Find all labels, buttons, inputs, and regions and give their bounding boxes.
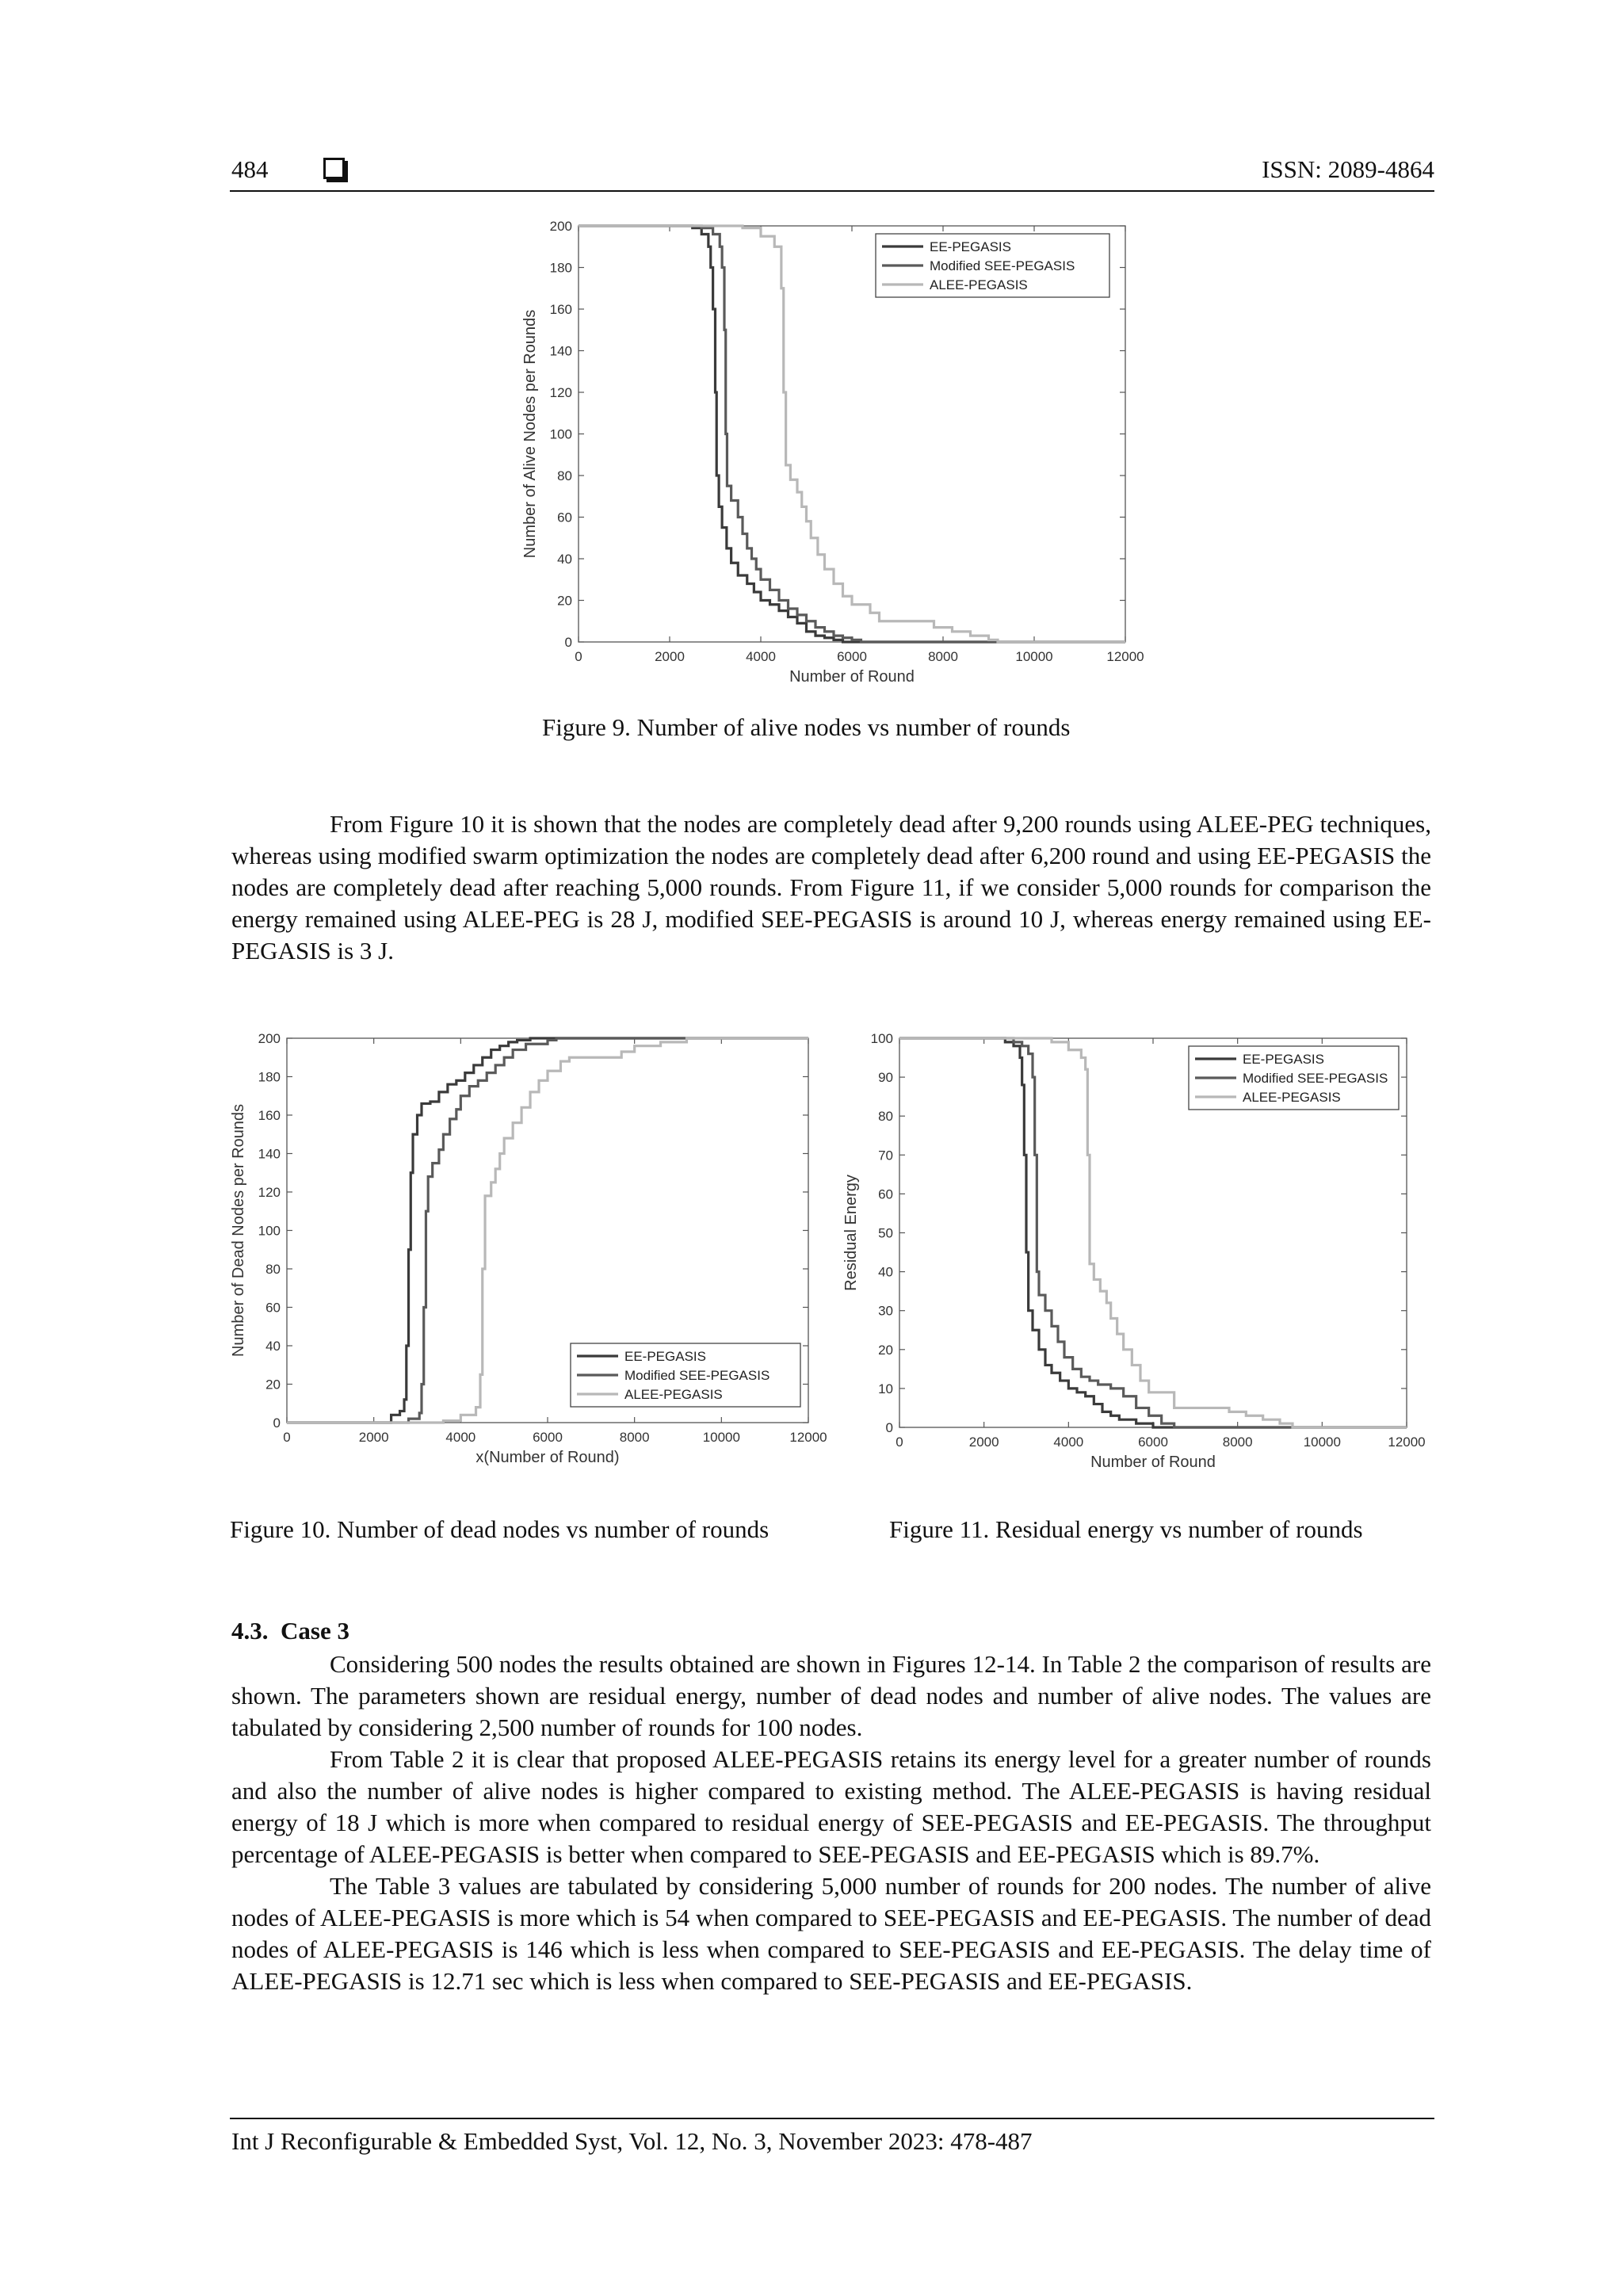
x-axis-label: Number of Round xyxy=(789,668,915,686)
paragraph-4: The Table 3 values are tabulated by considering 5,000 number of rounds for 200 nodes. The number of alive nodes of ALEE-PEGASIS is more which is 54 when compared to SEE-PEGASIS and EE-PEGASIS. The number of dead nodes of ALEE-PEGASIS is 146 which is less when compared to SEE-PEGASIS and EE-PEGASIS. The delay time of ALEE-PEGASIS is 12.71 sec which is less when compared to SEE-PEGASIS and EE-PEGASIS. xyxy=(231,1872,1431,1995)
y-tick-label: 0 xyxy=(885,1420,893,1435)
x-tick-label: 4000 xyxy=(445,1430,476,1445)
y-tick-label: 60 xyxy=(265,1300,281,1316)
issn: ISSN: 2089-4864 xyxy=(1262,155,1434,183)
x-tick-label: 8000 xyxy=(619,1430,650,1445)
figure-10-caption: Figure 10. Number of dead nodes vs number of rounds xyxy=(230,1515,769,1543)
paragraph-1 xyxy=(231,808,1431,967)
x-tick-label: 12000 xyxy=(1106,649,1144,664)
section-body xyxy=(231,1648,1431,1997)
x-tick-label: 8000 xyxy=(1222,1435,1253,1450)
legend-label: ALEE-PEGASIS xyxy=(930,277,1028,292)
x-tick-label: 4000 xyxy=(746,649,776,664)
legend-label: ALEE-PEGASIS xyxy=(1243,1090,1341,1105)
y-tick-label: 40 xyxy=(265,1339,281,1354)
x-tick-label: 10000 xyxy=(1303,1435,1341,1450)
x-tick-label: 12000 xyxy=(1388,1435,1426,1450)
legend-label: ALEE-PEGASIS xyxy=(624,1387,723,1402)
paragraph-1-text: From Figure 10 it is shown that the nodes are completely dead after 9,200 rounds using ALEE-PEG techniques, whereas using modified swarm optimization the nodes are completely dead after 6,200 round and using EE-PEGASIS the nodes are completely dead after reaching 5,000 rounds. From Figure 11, if we consider 5,000 rounds for comparison the energy remained using ALEE-PEG is 28 J, modified SEE-PEGASIS is around 10 J, whereas energy remained using EE-PEGASIS is 3 J. xyxy=(231,810,1431,965)
y-tick-label: 160 xyxy=(258,1108,281,1123)
y-tick-label: 60 xyxy=(878,1186,893,1202)
legend-label: EE-PEGASIS xyxy=(1243,1052,1324,1067)
y-tick-label: 10 xyxy=(878,1381,893,1396)
x-tick-label: 2000 xyxy=(968,1435,999,1450)
y-tick-label: 50 xyxy=(878,1225,893,1241)
y-tick-label: 60 xyxy=(557,510,572,525)
y-tick-label: 180 xyxy=(258,1069,281,1085)
y-tick-label: 140 xyxy=(258,1146,281,1162)
y-tick-label: 20 xyxy=(557,593,572,609)
legend-label: Modified SEE-PEGASIS xyxy=(930,258,1075,273)
x-tick-label: 12000 xyxy=(789,1430,827,1445)
figure-11-chart xyxy=(842,1026,1426,1486)
x-tick-label: 0 xyxy=(896,1435,903,1450)
y-axis-label: Number of Alive Nodes per Rounds xyxy=(521,309,539,559)
y-tick-label: 180 xyxy=(549,260,572,276)
y-tick-label: 30 xyxy=(878,1303,893,1319)
x-tick-label: 8000 xyxy=(928,649,958,664)
figure-9-caption: Figure 9. Number of alive nodes vs number of rounds xyxy=(542,713,1071,741)
y-tick-label: 20 xyxy=(878,1342,893,1358)
paragraph-2: Considering 500 nodes the results obtained are shown in Figures 12-14. In Table 2 the comparison of results are shown. The parameters shown are residual energy, number of dead nodes and number of alive nodes. The values are tabulated by considering 2,500 number of rounds for 100 nodes. xyxy=(231,1650,1431,1741)
y-tick-label: 120 xyxy=(258,1185,281,1200)
y-axis-label: Number of Dead Nodes per Rounds xyxy=(230,1103,247,1358)
y-tick-label: 160 xyxy=(549,302,572,317)
paragraph-3: From Table 2 it is clear that proposed ALEE-PEGASIS retains its energy level for a greater number of rounds and also the number of alive nodes is higher compared to existing method. The ALEE-PEGASIS is having residual energy of 18 J which is more when compared to residual energy of SEE-PEGASIS and EE-PEGASIS. The throughput percentage of ALEE-PEGASIS is better when compared to SEE-PEGASIS and EE-PEGASIS which is 89.7%. xyxy=(231,1745,1431,1868)
x-tick-label: 10000 xyxy=(702,1430,740,1445)
x-tick-label: 6000 xyxy=(533,1430,563,1445)
x-tick-label: 6000 xyxy=(837,649,867,664)
y-tick-label: 80 xyxy=(265,1262,281,1277)
y-axis-label: Residual Energy xyxy=(842,1175,860,1291)
section-heading: 4.3. Case 3 xyxy=(231,1617,349,1645)
y-tick-label: 80 xyxy=(878,1109,893,1125)
x-axis-label: x(Number of Round) xyxy=(475,1449,620,1466)
legend-label: Modified SEE-PEGASIS xyxy=(624,1368,770,1383)
x-tick-label: 2000 xyxy=(655,649,685,664)
header-rule xyxy=(230,190,1434,192)
footer-rule xyxy=(230,2118,1434,2119)
footer-text: Int J Reconfigurable & Embedded Syst, Vol. 12, No. 3, November 2023: 478-487 xyxy=(231,2127,1033,2155)
y-tick-label: 20 xyxy=(265,1377,281,1392)
y-tick-label: 100 xyxy=(549,426,572,442)
figure-10-chart xyxy=(222,1026,827,1486)
legend-label: EE-PEGASIS xyxy=(930,239,1011,254)
y-tick-label: 70 xyxy=(878,1148,893,1163)
x-tick-label: 10000 xyxy=(1015,649,1053,664)
x-tick-label: 0 xyxy=(575,649,582,664)
y-tick-label: 90 xyxy=(878,1070,893,1086)
y-tick-label: 100 xyxy=(870,1031,893,1046)
y-tick-label: 0 xyxy=(273,1415,281,1431)
figure-9-chart xyxy=(507,214,1144,697)
x-axis-label: Number of Round xyxy=(1090,1454,1216,1471)
y-tick-label: 0 xyxy=(564,635,572,650)
x-tick-label: 6000 xyxy=(1138,1435,1168,1450)
y-tick-label: 40 xyxy=(878,1264,893,1280)
x-tick-label: 0 xyxy=(283,1430,291,1445)
y-tick-label: 40 xyxy=(557,552,572,567)
legend-label: EE-PEGASIS xyxy=(624,1349,706,1364)
figure-11-caption: Figure 11. Residual energy vs number of rounds xyxy=(889,1515,1363,1543)
y-tick-label: 200 xyxy=(258,1031,281,1046)
y-tick-label: 120 xyxy=(549,385,572,400)
y-tick-label: 100 xyxy=(258,1223,281,1239)
legend-label: Modified SEE-PEGASIS xyxy=(1243,1071,1388,1086)
y-tick-label: 80 xyxy=(557,468,572,483)
page-number: 484 xyxy=(231,155,269,183)
x-tick-label: 2000 xyxy=(358,1430,389,1445)
x-tick-label: 4000 xyxy=(1053,1435,1084,1450)
checkbox-icon xyxy=(323,158,345,179)
y-tick-label: 200 xyxy=(549,219,572,234)
y-tick-label: 140 xyxy=(549,343,572,359)
